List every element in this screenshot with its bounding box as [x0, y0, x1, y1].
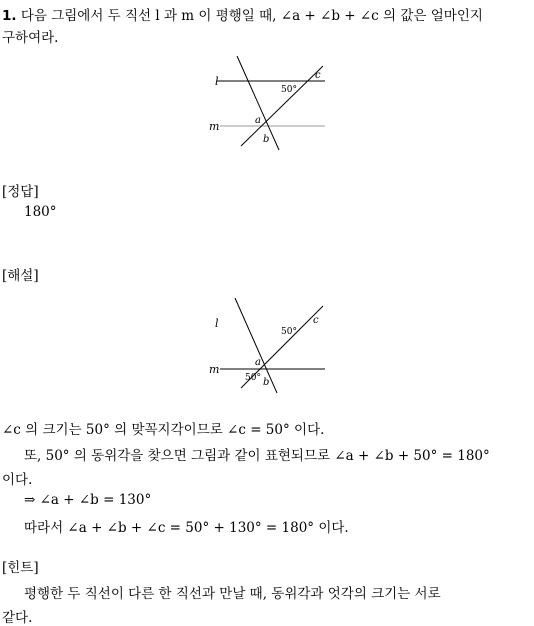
- hint-heading: [힌트]: [2, 560, 39, 576]
- hint-line-2: 같다.: [2, 610, 33, 626]
- solution-line-4: ⇒ ∠a + ∠b = 130°: [24, 492, 152, 508]
- label-l: l: [215, 75, 219, 88]
- label-m: m: [209, 120, 220, 133]
- answer-heading: [정답]: [2, 184, 39, 200]
- label-b: b: [263, 134, 270, 145]
- problem-line-1: [2, 4, 483, 24]
- hint-line-1: 평행한 두 직선이 다른 한 직선과 만날 때, 동위각과 엇각의 크기는 서로: [24, 586, 441, 602]
- transversal-2: [241, 66, 323, 146]
- label-c: c: [313, 315, 319, 326]
- label-a: a: [255, 115, 261, 126]
- solution-line-1: ∠c 의 크기는 50° 의 맞꼭지각이므로 ∠c = 50° 이다.: [2, 422, 325, 438]
- solution-line-5: 따라서 ∠a + ∠b + ∠c = 50° + 130° = 180° 이다.: [24, 520, 349, 536]
- solution-figure: [205, 296, 330, 396]
- solution-line-3: 이다.: [2, 472, 33, 488]
- angle-50-label-top: 50°: [281, 327, 297, 337]
- problem-text-1: 다음 그림에서 두 직선 l 과 m 이 평행일 때, ∠a + ∠b + ∠c 의 값은 얼마인지: [20, 8, 483, 24]
- label-b: b: [263, 377, 270, 388]
- label-c: c: [315, 70, 321, 81]
- transversal-1: [237, 56, 279, 150]
- answer-value: 180°: [24, 204, 57, 220]
- problem-text-2: 구하여라.: [2, 30, 59, 46]
- label-a: a: [255, 357, 261, 368]
- angle-50-label: 50°: [281, 85, 297, 95]
- label-m: m: [209, 363, 220, 376]
- solution-heading: [해설]: [2, 268, 39, 284]
- problem-figure: [205, 52, 330, 152]
- problem-number: 1.: [2, 8, 17, 24]
- label-l: l: [215, 317, 219, 330]
- solution-line-2: 또, 50° 의 동위각을 찾으면 그림과 같이 표현되므로 ∠a + ∠b + 50° = 180°: [24, 448, 490, 464]
- angle-50-label-bottom: 50°: [245, 373, 261, 383]
